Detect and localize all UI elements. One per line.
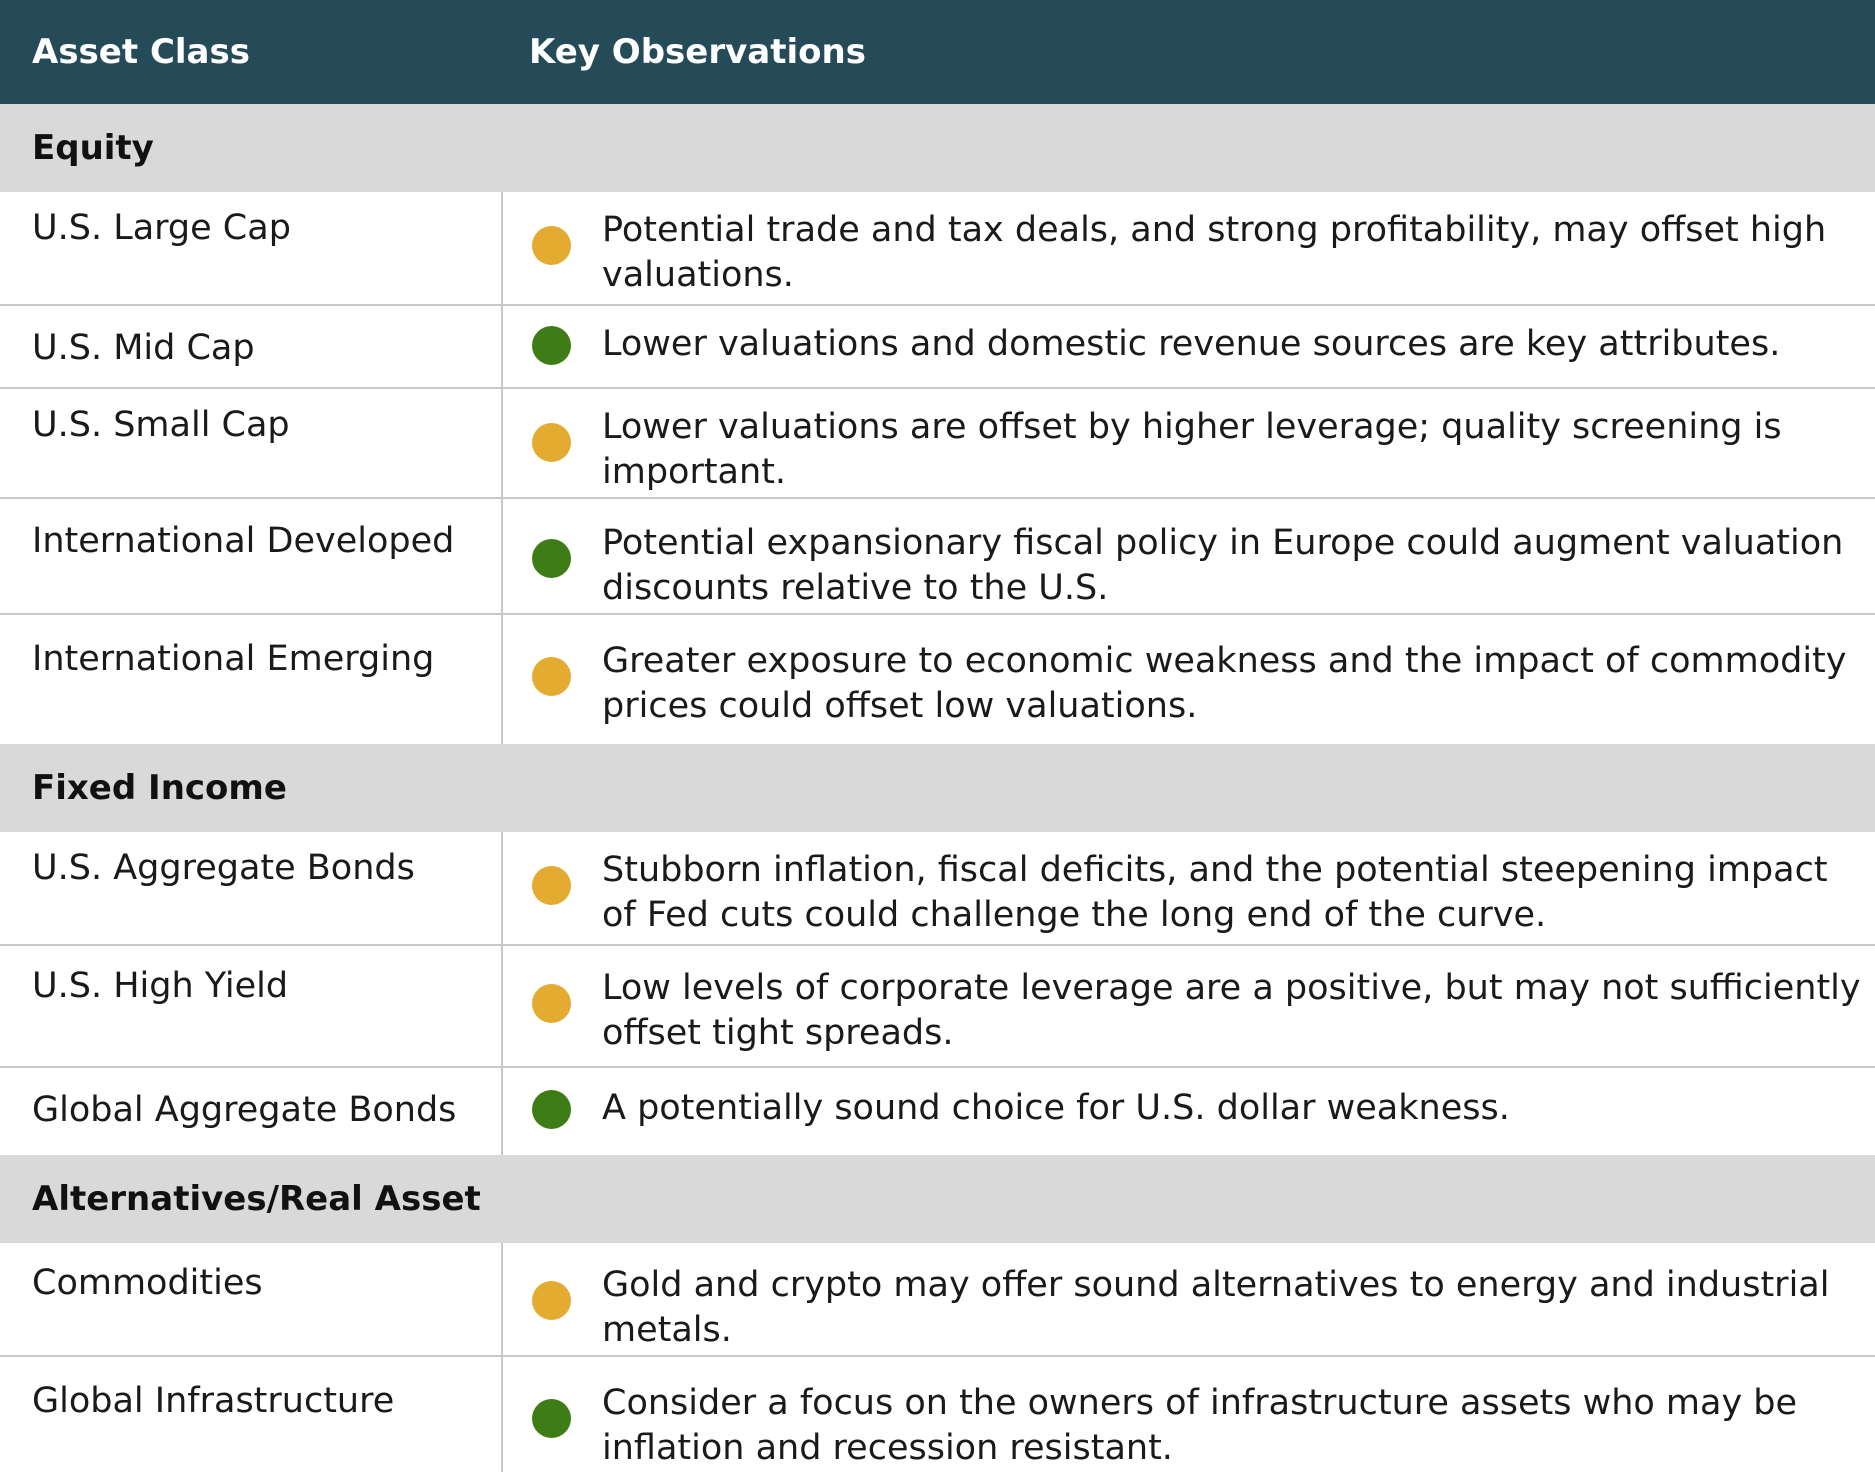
table-row (0, 1068, 1875, 1155)
observation-text: Lower valuations and domestic revenue sources are key attributes. (602, 324, 1781, 364)
status-dot-icon (532, 866, 571, 905)
observation-text: A potentially sound choice for U.S. dollar weakness. (602, 1088, 1510, 1128)
observation-text: Low levels of corporate leverage are a positive, but may not sufficiently offset tight spreads. (602, 968, 1861, 1053)
status-dot-icon (532, 1090, 571, 1129)
observation-text: Gold and crypto may offer sound alternatives to energy and industrial metals. (602, 1265, 1830, 1350)
asset-name: U.S. High Yield (0, 946, 503, 1066)
section-equity: Equity (0, 104, 1875, 192)
table-header (0, 0, 1875, 104)
asset-name: U.S. Large Cap (0, 192, 503, 304)
table-row (0, 192, 1875, 306)
asset-name: U.S. Mid Cap (0, 306, 503, 387)
asset-name: Global Aggregate Bonds (0, 1068, 503, 1155)
status-dot-icon (532, 984, 571, 1023)
status-dot-icon (532, 423, 571, 462)
header-asset-class: Asset Class (32, 32, 250, 72)
observation-text: Potential expansionary fiscal policy in Europe could augment valuation discounts relative to the U.S. (602, 523, 1844, 608)
section-alternatives-real-asset: Alternatives/Real Asset (0, 1155, 1875, 1243)
asset-name: International Emerging (0, 615, 503, 744)
asset-name: U.S. Small Cap (0, 389, 503, 497)
table-row (0, 389, 1875, 499)
observation-text: Potential trade and tax deals, and strong profitability, may offset high valuations. (602, 210, 1827, 295)
observation-text: Greater exposure to economic weakness and the impact of commodity prices could offset low valuations. (602, 641, 1847, 726)
status-dot-icon (532, 326, 571, 365)
observation-text: Consider a focus on the owners of infrastructure assets who may be inflation and recession resistant. (602, 1383, 1798, 1468)
status-dot-icon (532, 1399, 571, 1438)
status-dot-icon (532, 226, 571, 265)
asset-name: U.S. Aggregate Bonds (0, 832, 503, 944)
asset-name: Commodities (0, 1243, 503, 1355)
status-dot-icon (532, 1281, 571, 1320)
table-row (0, 1357, 1875, 1472)
asset-name: International Developed (0, 499, 503, 613)
table-row (0, 1243, 1875, 1357)
observation-text: Lower valuations are offset by higher leverage; quality screening is important. (602, 407, 1782, 492)
status-dot-icon (532, 539, 571, 578)
table-row (0, 499, 1875, 615)
header-key-observations: Key Observations (529, 32, 866, 72)
table-row (0, 832, 1875, 946)
asset-name: Global Infrastructure (0, 1357, 503, 1472)
table-row (0, 306, 1875, 389)
table-row (0, 946, 1875, 1068)
observation-text: Stubborn inflation, fiscal deficits, and the potential steepening impact of Fed cuts could challenge the long end of the curve. (602, 850, 1828, 935)
table-row (0, 615, 1875, 744)
status-dot-icon (532, 657, 571, 696)
section-fixed-income: Fixed Income (0, 744, 1875, 832)
